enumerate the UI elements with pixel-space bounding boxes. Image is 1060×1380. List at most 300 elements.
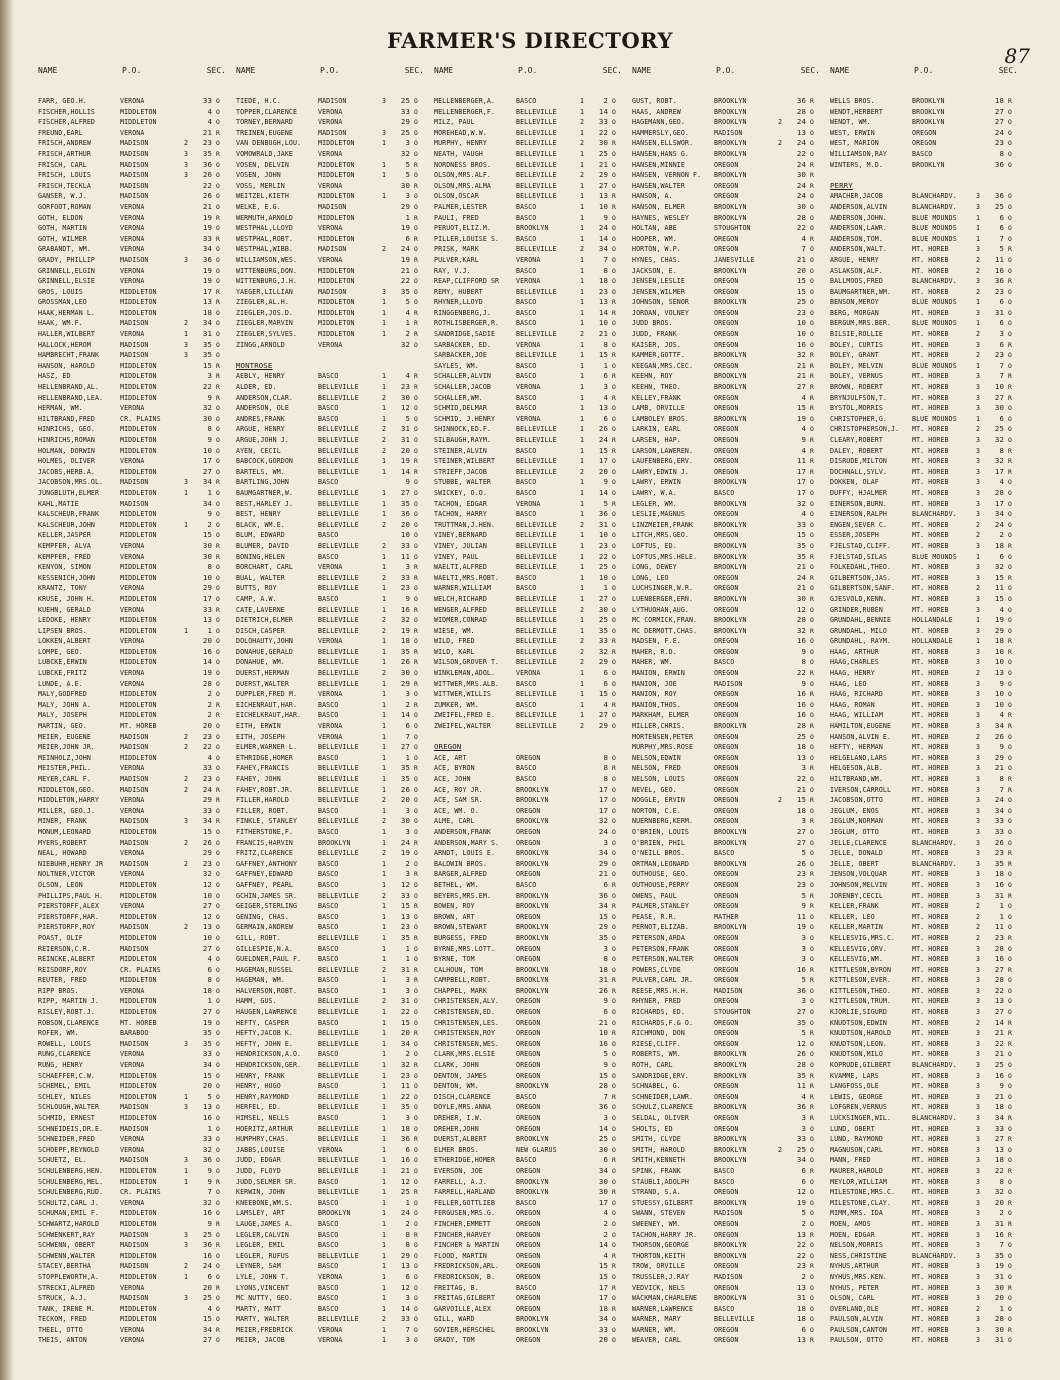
directory-entry [432,1187,628,1198]
entry-name: FREUND,EARL [38,128,83,137]
directory-entry [36,922,232,933]
entry-tenure: O [810,308,814,317]
directory-entry [828,827,1024,838]
entry-section: 8 [603,954,608,964]
entry-tenure: O [612,658,616,667]
entry-section: 22 [994,985,1004,995]
entry-section: 21 [202,201,212,211]
entry-section: 23 [400,922,410,932]
directory-entry [234,912,430,923]
entry-post-office: MADISON [120,255,149,264]
entry-tenure: O [216,245,220,254]
entry-tenure: O [612,1315,616,1324]
entry-name: HAAS, ANDREW [632,107,681,116]
entry-post-office: OREGON [714,806,739,815]
entry-post-office: BELLEVILLE [318,1039,359,1048]
entry-name: LEGLER, WM. [632,499,677,508]
entry-section: 5 [801,1208,806,1218]
directory-entry [432,594,628,605]
entry-post-office: VERONA [120,266,145,275]
entry-post-office: MT. HOREB [912,1018,949,1027]
entry-section: 17 [796,487,806,497]
entry-tenure: O [810,1198,814,1207]
entry-name: HYNES, CHAS. [632,255,681,264]
entry-township: 1 [975,319,981,328]
directory-entry [630,615,826,626]
entry-post-office: BROOKLYN [714,1103,747,1112]
entry-township: 2 [975,425,981,434]
entry-post-office: VERONA [516,277,541,286]
directory-entry [234,266,430,277]
entry-tenure: O [216,436,220,444]
entry-tenure: R [1008,849,1012,858]
entry-post-office: BASCO [516,213,537,222]
entry-name: FILLER,HAROLD [236,796,289,805]
entry-section: 2 [801,1218,806,1228]
entry-tenure: O [810,986,814,995]
entry-section: 8 [999,1176,1004,1186]
entry-name: FINCHER & MARTIN [434,1241,500,1250]
entry-section: 32 [400,615,410,625]
directory-entry [630,647,826,658]
entry-name: JEGLUM, OTTO [830,827,879,836]
entry-name: MARTY, WALTER [236,1315,289,1324]
entry-name: MAURER,HAROLD [830,1166,883,1175]
directory-entry [36,1124,232,1135]
entry-township: 3 [975,1177,981,1186]
entry-section: 6 [999,297,1004,307]
entry-township: 2 [183,1262,189,1271]
entry-section: 25 [994,201,1004,211]
entry-section: 4 [405,307,410,317]
entry-township: 1 [579,425,585,434]
entry-name: EICHELKRAUT,HAR. [236,711,302,720]
entry-tenure: O [612,785,616,794]
entry-tenure: O [1008,160,1012,169]
entry-post-office: BASCO [318,944,339,953]
entry-post-office: BASCO [516,97,537,105]
entry-section: 10 [796,329,806,339]
entry-tenure: O [414,1103,418,1112]
entry-section: 15 [400,901,410,911]
entry-tenure: O [1008,1262,1012,1271]
entry-name: NEAL, HOWARD [38,849,87,858]
directory-entry [828,816,1024,827]
entry-name: SCHEMEL, EMIL [38,1082,91,1091]
entry-name: GILBERTSON,SANF. [830,584,896,593]
entry-section: 33 [400,540,410,550]
entry-name: LANGFOSS,OLE [830,1082,879,1091]
entry-name: MURPHY,MRS.ROSE [632,743,694,752]
entry-name: MADSEN, F.E. [632,637,681,646]
entry-name: ACE, ROY JR. [434,785,483,794]
entry-name: SELDAL, OLIVER [632,1114,689,1122]
entry-township: 1 [579,552,585,561]
entry-name: CHRISTOPHERSON,J. [830,425,900,434]
entry-section: 4 [999,477,1004,487]
entry-name: TRUSSLER,J.RAY [632,1272,689,1281]
entry-name: HAMBRECHT,FRANK [38,351,100,360]
entry-name: HAYNES, WESLEY [632,213,689,222]
directory-entry [234,138,430,149]
directory-entry [828,1293,1024,1304]
header-po: P.O. [914,66,934,75]
directory-entry [432,1272,628,1283]
directory-entry [234,721,430,732]
entry-section: 22 [202,382,212,392]
entry-section: 6 [999,318,1004,328]
directory-entry [828,1314,1024,1325]
directory-entry [432,1230,628,1241]
entry-name: PRISK, MARK [434,245,479,254]
entry-post-office: MIDDLETON [318,192,355,201]
entry-post-office: MT. HOREB [912,775,949,783]
entry-name: GRUNDAHL,BENNIE [830,616,892,625]
entry-name: KRUSE, JOHN H. [38,594,95,603]
entry-section: 6 [999,339,1004,349]
entry-tenure: O [216,1230,220,1239]
directory-entry [432,838,628,849]
entry-township: 2 [579,637,585,646]
directory-entry [630,912,826,923]
entry-section: 33 [400,572,410,582]
entry-name: KEEHN, ROY [632,372,673,381]
directory-entry [630,1049,826,1060]
entry-section: 27 [994,964,1004,974]
entry-post-office: MADISON [120,775,149,783]
entry-section: 34 [994,721,1004,731]
entry-name: FREDRICKSON,ARL. [434,1262,500,1271]
entry-tenure: O [612,753,616,762]
entry-name: BOLEY, VERNUS [830,372,883,381]
entry-tenure: R [810,372,814,381]
entry-post-office: BROOKLYN [714,97,747,105]
directory-entry [828,266,1024,277]
entry-section: 6 [999,223,1004,233]
entry-name: NUERNBERG,KERM. [632,817,694,826]
entry-post-office: MIDDLETON [318,277,355,286]
entry-name: LAMB, ORVILLE [632,404,685,413]
directory-entry [828,1230,1024,1241]
entry-post-office: OREGON [714,870,739,879]
entry-tenure: R [216,361,220,370]
directory-entry [432,477,628,488]
entry-post-office: BLANCHARDV. [912,277,957,286]
entry-post-office: MT. HOREB [912,1336,949,1345]
entry-post-office: MT. HOREB [912,1315,949,1324]
entry-section: 35 [400,774,410,783]
entry-post-office: BROOKLYN [714,1050,747,1059]
entry-name: STRUCK, A.J. [38,1294,87,1303]
entry-section: 1 [207,996,212,1006]
directory-entry [630,1081,826,1092]
directory-entry [36,552,232,563]
entry-post-office: MT. HOREB [912,743,949,752]
entry-tenure: R [612,308,616,317]
entry-section: 1 [207,625,212,635]
entry-section: 14 [598,487,608,497]
directory-entry [36,509,232,520]
entry-post-office: VERONA [120,213,145,222]
entry-section: 26 [796,1049,806,1059]
entry-section: 11 [994,922,1004,932]
entry-name: WENDT, WM. [830,118,871,127]
directory-entry [432,424,628,435]
entry-section: 29 [598,858,608,868]
entry-township: 3 [975,308,981,317]
entry-section: 11 [796,456,806,466]
entry-township: 3 [975,679,981,688]
entry-post-office: BROOKLYN [516,986,549,995]
entry-post-office: BELLEVILLE [318,520,359,529]
entry-post-office: BELLEVILLE [516,467,557,476]
entry-section: 36 [994,159,1004,169]
entry-tenure: O [1008,425,1012,434]
entry-name: CHRISTENSEN,LES. [434,1018,500,1027]
entry-post-office: BELLEVILLE [318,933,359,942]
entry-section: 10 [598,572,608,582]
entry-post-office: BELLEVILLE [516,658,557,667]
entry-section: 36 [400,1134,410,1144]
entry-section: 32 [202,1197,212,1207]
directory-entry [234,552,430,563]
entry-section: 31 [400,964,410,974]
entry-township: 3 [975,891,981,900]
entry-name: LITCH,MRS.GEO. [632,531,689,540]
entry-section: 18 [994,540,1004,550]
entry-tenure: O [1008,743,1012,752]
entry-tenure: R [612,393,616,402]
entry-name: ARNDT, LOUIS E. [434,849,496,858]
entry-name: DISCH,CASPER [236,626,285,635]
entry-name: ETHERIDGE,HOMER [434,1156,496,1165]
entry-tenure: R [810,594,814,603]
directory-entry [630,499,826,510]
entry-post-office: BELLEVILLE [516,647,557,656]
entry-township: 2 [579,605,585,614]
entry-section: 14 [994,1017,1004,1027]
entry-tenure: O [414,128,418,137]
entry-tenure: O [1008,1050,1012,1059]
entry-name: SCHOEPF,REYNOLD [38,1145,100,1154]
entry-tenure: O [810,1188,814,1197]
entry-section: 13 [202,297,212,307]
entry-township: 1 [381,1177,387,1186]
entry-tenure: O [216,679,220,688]
entry-township: 3 [975,806,981,815]
entry-post-office: VERONA [318,118,343,127]
entry-post-office: BELLEVILLE [318,393,359,402]
entry-post-office: MT. HOREB [912,1103,949,1112]
entry-post-office: MT. HOREB [912,955,949,964]
entry-name: WITTWER,WILLIS [434,690,491,699]
entry-tenure: O [216,1029,220,1038]
entry-township: 1 [579,573,585,582]
entry-tenure: R [1008,859,1012,868]
entry-township: 1 [381,605,387,614]
directory-entry [828,1145,1024,1156]
entry-tenure: O [414,1325,418,1334]
directory-entry [828,287,1024,298]
entry-tenure: O [810,775,814,783]
entry-post-office: BELLEVILLE [318,764,359,773]
directory-entry [630,1198,826,1209]
entry-tenure: R [612,976,616,985]
entry-section: 6 [603,668,608,678]
entry-name: PIERSTORFF,ALEX [38,902,100,911]
directory-entry [36,1018,232,1029]
directory-entry [234,107,430,118]
entry-tenure: R [216,234,220,243]
entry-name: CLARK, JOHN [434,1061,479,1070]
entry-section: 32 [994,562,1004,572]
entry-name: LOFTUS, ED. [632,541,677,550]
entry-tenure: R [810,404,814,413]
entry-name: CHRISTENSEN,ALV. [434,997,500,1006]
directory-entry [828,446,1024,457]
entry-name: SCHALLER,ALVIN [434,372,491,381]
entry-section: 24 [202,784,212,794]
entry-post-office: BROOKLYN [714,563,747,572]
entry-tenure: O [1008,330,1012,339]
entry-section: 30 [796,170,806,180]
entry-tenure: R [810,870,814,879]
directory-entry [630,880,826,891]
entry-township: 2 [975,933,981,942]
entry-post-office: BASCO [318,955,339,964]
entry-section: 28 [598,1081,608,1091]
entry-township: 1 [381,372,387,381]
entry-section: 29 [598,657,608,667]
entry-tenure: R [1008,722,1012,731]
directory-entry [234,901,430,912]
entry-name: ROWELL, LOUIS [38,1039,91,1048]
entry-tenure: O [1008,287,1012,296]
entry-tenure: O [810,1315,814,1324]
entry-section: 8 [603,265,608,275]
entry-post-office: MT. HOREB [912,404,949,413]
entry-post-office: MADISON [318,245,347,254]
directory-entry [234,880,430,891]
entry-township: 1 [381,1304,387,1313]
entry-post-office: MIDDLETON [318,234,355,243]
entry-post-office: MT. HOREB [912,880,949,889]
entry-tenure: O [414,425,418,434]
entry-post-office: OREGON [516,955,541,964]
entry-section: 16 [994,265,1004,275]
entry-post-office: OREGON [714,287,739,296]
entry-section: 32 [994,456,1004,466]
entry-section: 24 [796,180,806,190]
entry-tenure: O [612,1061,616,1070]
entry-tenure: O [612,181,616,190]
entry-township: 1 [579,224,585,233]
directory-entry [630,626,826,637]
directory-entry [36,710,232,721]
entry-name: HAAG, ARTHUR [830,647,879,656]
entry-tenure: R [810,796,814,805]
entry-section: 19 [994,1261,1004,1271]
entry-section: 14 [400,466,410,476]
entry-tenure: O [1008,1124,1012,1133]
entry-section: 13 [400,1261,410,1271]
entry-post-office: MT. HOREB [912,658,949,667]
directory-entry [234,1187,430,1198]
entry-tenure: O [612,128,616,137]
entry-section: 6 [999,413,1004,423]
entry-name: SAYLES, WM. [434,361,479,370]
entry-section: 36 [796,96,806,105]
entry-tenure: O [216,902,220,911]
entry-post-office: MADISON [120,181,149,190]
entry-name: BEST,HARLEY J. [236,499,293,508]
entry-name: KELLEY,FRANK [632,393,681,402]
entry-name: WEAVER, CARL [632,1336,681,1345]
entry-section: 27 [994,1134,1004,1144]
entry-name: GRUNDAHL, MILO [830,626,887,635]
entry-section: 22 [796,148,806,158]
entry-tenure: O [612,1166,616,1175]
entry-tenure: O [216,775,220,783]
entry-name: HAAG, HENRY [830,669,875,678]
entry-tenure: R [810,467,814,476]
entry-name: BAUMGARTNER,WM. [830,287,892,296]
entry-township: 2 [381,446,387,455]
directory-entry [234,1198,430,1209]
entry-section: 4 [801,445,806,455]
entry-post-office: MT. HOREB [912,997,949,1006]
entry-post-office: OREGON [516,1018,541,1027]
entry-tenure: R [612,1304,616,1313]
entry-post-office: BROOKLYN [714,1198,747,1207]
entry-post-office: BROOKLYN [714,372,747,381]
entry-name: HILTBRAND,WM. [830,775,883,783]
directory-entry [234,594,430,605]
directory-entry [234,975,430,986]
entry-section: 22 [796,1240,806,1250]
entry-name: HAAG, ROMAN [830,700,875,709]
entry-tenure: O [810,584,814,593]
directory-entry [36,1081,232,1092]
directory-entry [630,732,826,743]
entry-tenure: O [216,753,220,762]
entry-tenure: O [1008,499,1012,508]
entry-post-office: BASCO [714,488,735,497]
entry-township: 1 [381,870,387,879]
entry-name: HANSEN,ELLSWOR. [632,139,694,148]
entry-name: FARR, GEO.H. [38,97,87,105]
entry-section: 7 [603,1091,608,1101]
directory-entry [630,160,826,171]
entry-tenure: R [414,870,418,879]
entry-section: 33 [400,890,410,900]
entry-section: 24 [400,244,410,254]
entry-post-office: MIDDLETON [318,171,355,180]
entry-tenure: O [414,1114,418,1122]
entry-tenure: O [612,827,616,836]
entry-township: 3 [975,1061,981,1070]
entry-name: DUERST,HERMAN [236,669,289,678]
entry-tenure: O [1008,1061,1012,1070]
entry-post-office: MT. HOREB [912,541,949,550]
entry-township: 1 [381,1050,387,1059]
directory-entry [234,308,430,319]
entry-name: OUTHOUSE,PERRY [632,880,689,889]
directory-entry [36,1304,232,1315]
directory-entry [828,1240,1024,1251]
entry-township: 1 [579,711,585,720]
entry-tenure: R [612,647,616,656]
